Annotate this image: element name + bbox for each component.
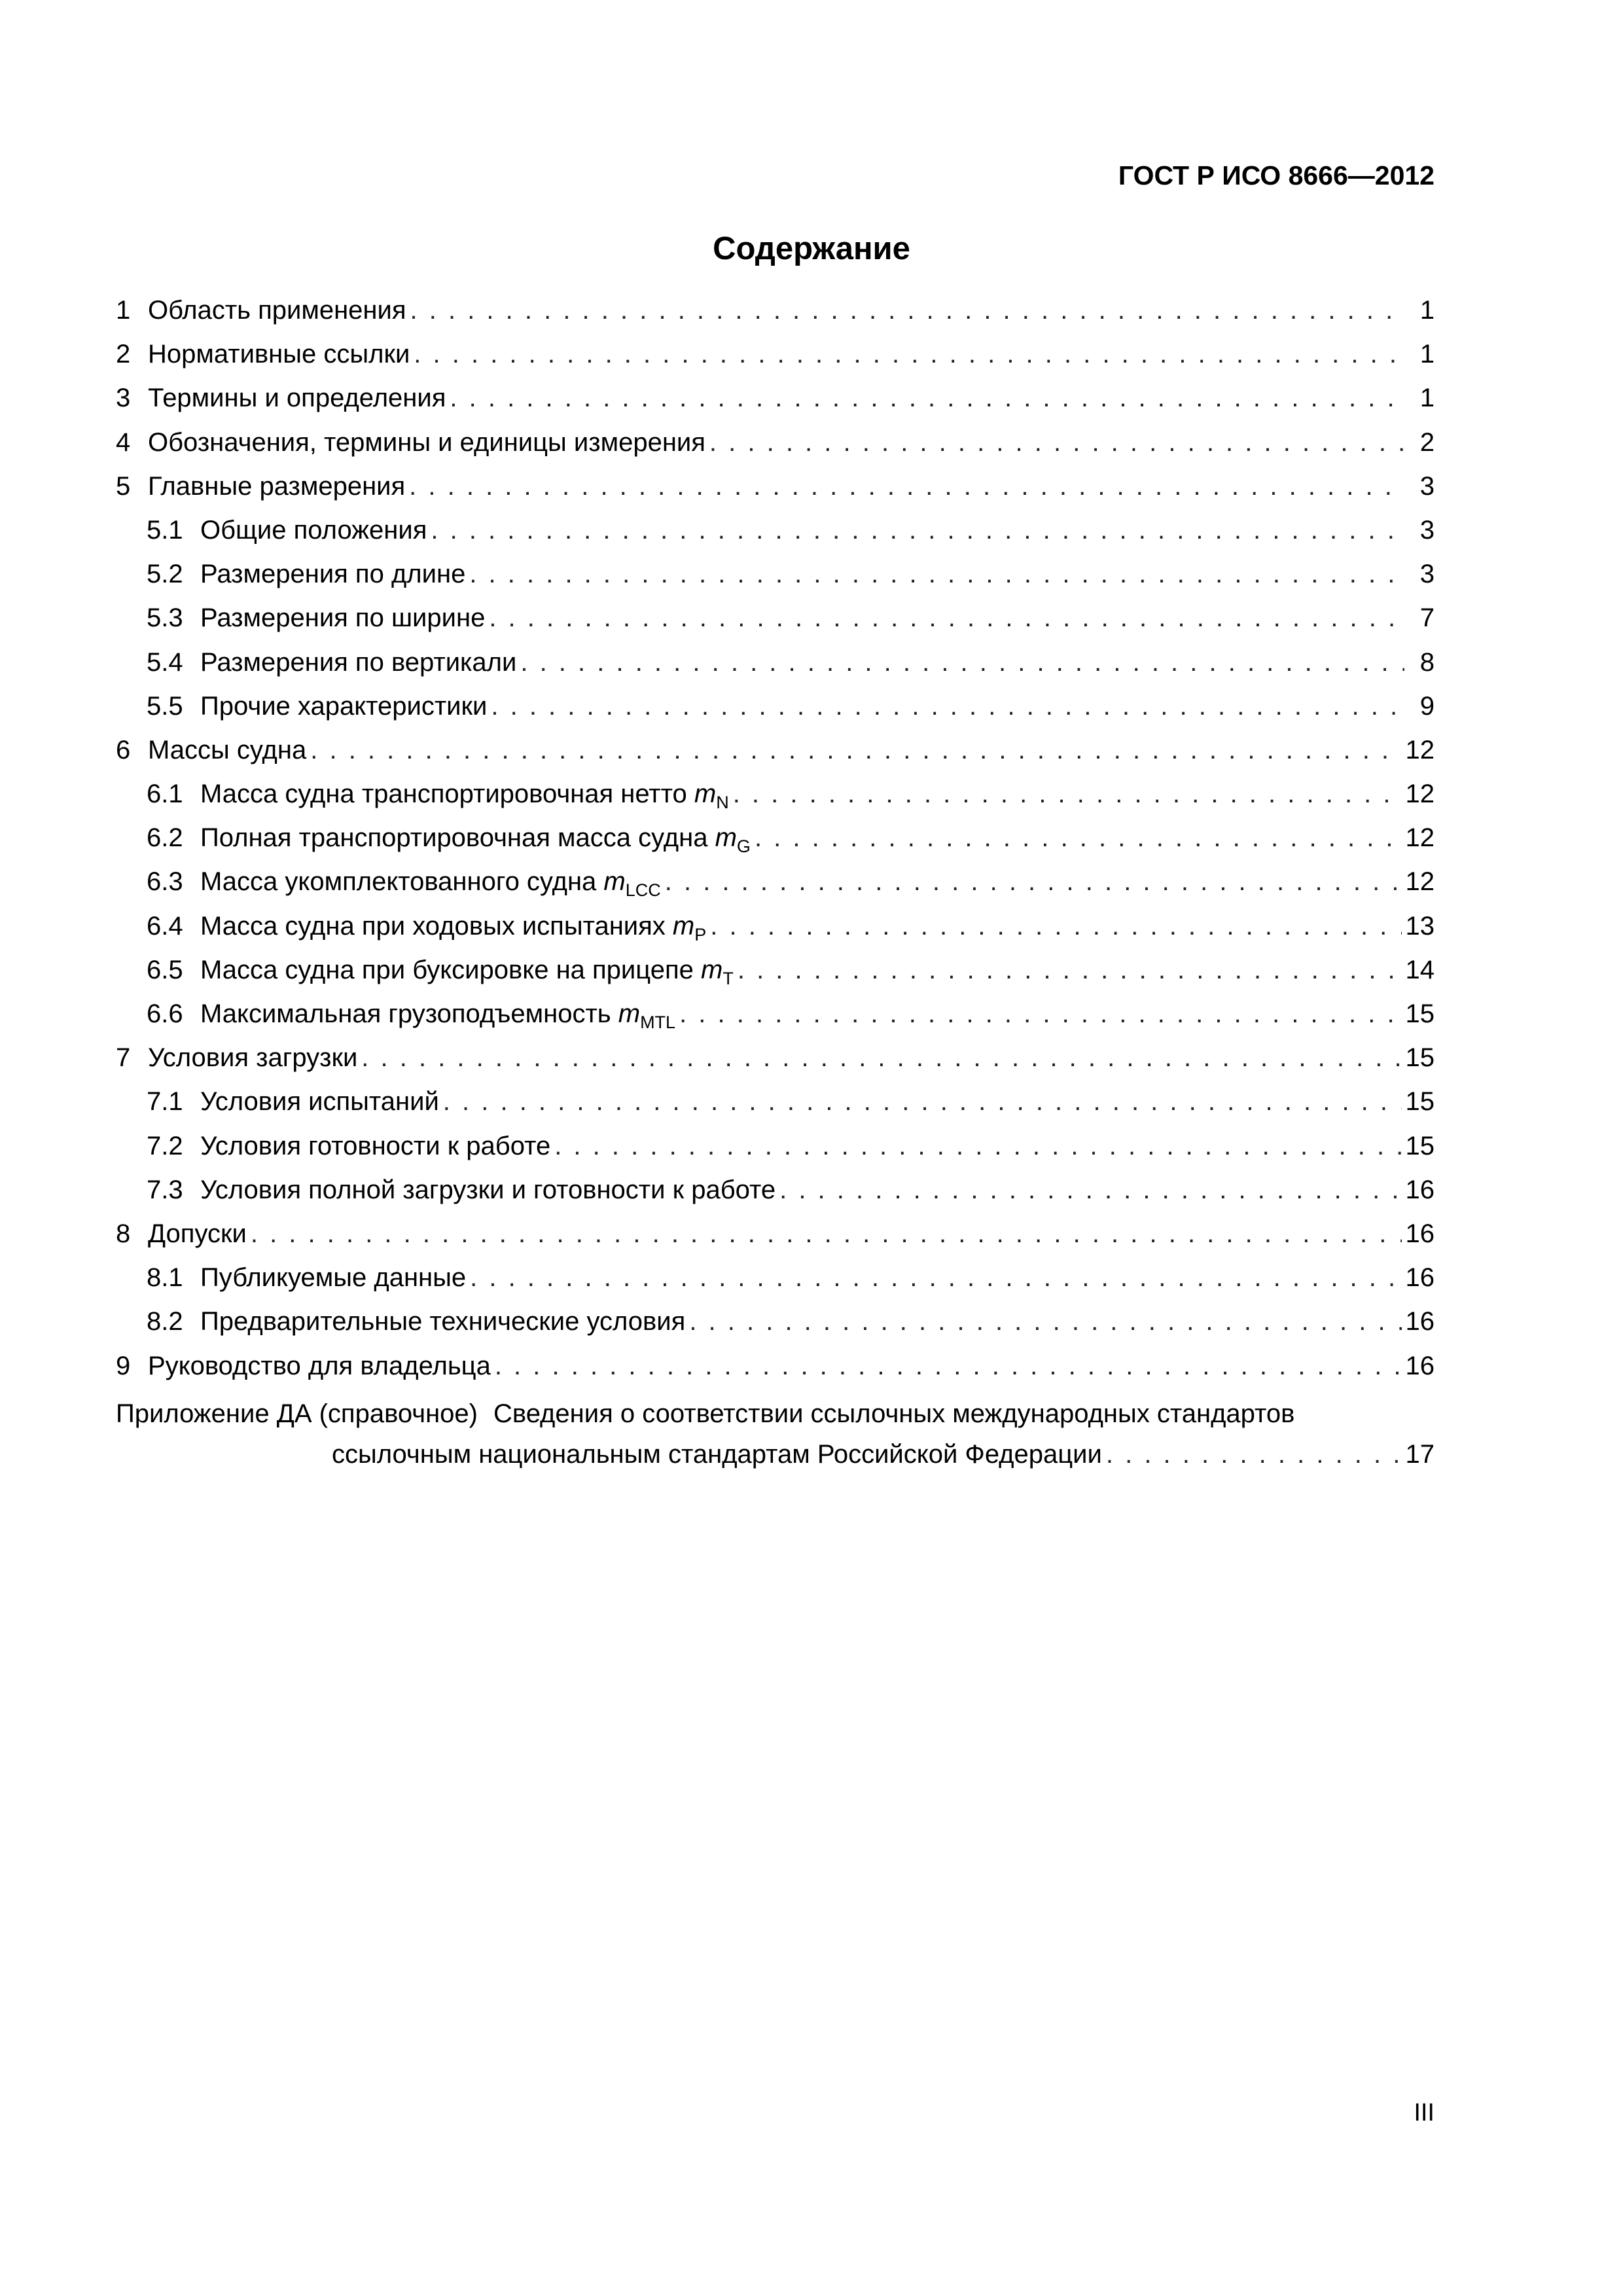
toc-entry-title: Условия полной загрузки и готовности к работе bbox=[200, 1175, 776, 1204]
mass-symbol: m bbox=[694, 780, 717, 809]
toc-entry-title: Массы судна bbox=[148, 735, 307, 764]
mass-symbol-subscript: T bbox=[722, 968, 734, 988]
toc-entry-label bbox=[200, 1133, 550, 1159]
toc-entry-number: 5.3 bbox=[147, 603, 183, 633]
toc-entry-label bbox=[148, 1353, 491, 1379]
toc-entry-page: 15 bbox=[1405, 999, 1435, 1028]
toc-entry-page: 12 bbox=[1405, 780, 1435, 809]
toc-entry-title: Условия готовности к работе bbox=[200, 1131, 551, 1160]
toc-entry-number: 8.1 bbox=[147, 1263, 183, 1293]
dot-leader bbox=[414, 341, 1404, 367]
dot-leader bbox=[665, 869, 1402, 895]
toc-entry-label bbox=[148, 385, 446, 411]
toc-entry-label bbox=[148, 297, 406, 323]
toc-entry-title: Допуски bbox=[148, 1219, 247, 1248]
toc-entry-title: Масса судна при буксировке на прицепе bbox=[200, 955, 694, 984]
toc-annex-entry[interactable] bbox=[116, 1399, 1435, 1484]
toc-entry-page: 1 bbox=[1419, 384, 1435, 413]
toc-entry[interactable] bbox=[116, 869, 1435, 912]
toc-entry[interactable] bbox=[116, 473, 1435, 517]
toc-entry[interactable] bbox=[116, 1221, 1435, 1265]
toc-entry-page: 12 bbox=[1405, 867, 1435, 897]
toc-entry-page: 1 bbox=[1419, 296, 1435, 325]
toc-entry-label bbox=[200, 955, 734, 988]
mass-symbol-subscript: P bbox=[694, 924, 707, 944]
toc-entry[interactable] bbox=[116, 781, 1435, 825]
mass-symbol: m bbox=[701, 955, 723, 984]
toc-entry-title: Масса судна транспортировочная нетто bbox=[200, 780, 687, 809]
mass-symbol-subscript: G bbox=[736, 836, 751, 857]
toc-entry-title: Прочие характеристики bbox=[200, 691, 488, 721]
toc-entry-title: Размерения по ширине bbox=[200, 603, 486, 633]
dot-leader bbox=[491, 693, 1404, 719]
toc-entry-label bbox=[148, 1221, 247, 1247]
mass-symbol: m bbox=[603, 867, 626, 897]
toc-entry-number: 4 bbox=[116, 427, 131, 457]
toc-entry-title: Размерения по вертикали bbox=[200, 647, 517, 677]
toc-entry-page: 15 bbox=[1405, 1131, 1435, 1160]
toc-entry-number: 5.4 bbox=[147, 647, 183, 677]
toc-entry-number: 5.5 bbox=[147, 691, 183, 721]
toc-entry-label bbox=[200, 999, 676, 1032]
toc-entry[interactable] bbox=[116, 605, 1435, 649]
annex-title-part1: Сведения о соответствии ссылочных международных стандартов bbox=[493, 1399, 1295, 1428]
dot-leader bbox=[489, 605, 1404, 631]
toc-entry-label bbox=[200, 517, 427, 543]
toc-entry-title: Область применения bbox=[148, 296, 406, 325]
toc-entry-number: 6.6 bbox=[147, 999, 183, 1028]
toc-entry-page: 16 bbox=[1405, 1219, 1435, 1248]
dot-leader bbox=[409, 473, 1404, 499]
mass-symbol-subscript: LCC bbox=[625, 880, 661, 901]
toc-entry-page: 14 bbox=[1405, 955, 1435, 984]
toc-entry-label bbox=[200, 1088, 439, 1115]
mass-symbol: m bbox=[618, 999, 641, 1028]
annex-first-line bbox=[116, 1399, 1435, 1440]
toc-entry-number: 5.2 bbox=[147, 560, 183, 589]
dot-leader bbox=[779, 1177, 1401, 1203]
annex-designation: Приложение ДА (справочное) bbox=[116, 1399, 478, 1428]
toc-entry-page: 12 bbox=[1405, 823, 1435, 853]
toc-entry-label bbox=[200, 823, 751, 857]
toc-entry-number: 6.1 bbox=[147, 780, 183, 809]
toc-entry-number: 6.2 bbox=[147, 823, 183, 853]
toc-entry-title: Термины и определения bbox=[148, 384, 446, 413]
toc-entry-number: 6.3 bbox=[147, 867, 183, 897]
toc-entry-label bbox=[200, 605, 485, 631]
dot-leader bbox=[470, 1265, 1401, 1291]
toc-entry-label bbox=[148, 473, 405, 499]
toc-entry-label bbox=[200, 1308, 685, 1335]
dot-leader bbox=[431, 517, 1404, 543]
toc-entry-label bbox=[200, 1177, 776, 1203]
toc-entry-number: 7 bbox=[116, 1043, 131, 1073]
toc-entry-number: 7.3 bbox=[147, 1175, 183, 1204]
dot-leader bbox=[554, 1133, 1401, 1159]
toc-entry-page: 9 bbox=[1419, 691, 1435, 721]
toc-entry[interactable] bbox=[116, 825, 1435, 869]
toc-entry[interactable] bbox=[116, 1177, 1435, 1221]
dot-leader bbox=[755, 825, 1402, 851]
toc-entry-page: 16 bbox=[1405, 1175, 1435, 1204]
toc-entry-page: 15 bbox=[1405, 1087, 1435, 1117]
toc-entry-title: Общие положения bbox=[200, 515, 427, 545]
dot-leader bbox=[361, 1045, 1401, 1071]
dot-leader bbox=[709, 429, 1404, 456]
mass-symbol: m bbox=[715, 823, 737, 853]
toc-entry[interactable] bbox=[116, 1308, 1435, 1352]
dot-leader bbox=[710, 913, 1401, 939]
toc-entry[interactable] bbox=[116, 1001, 1435, 1045]
toc-entry-number: 3 bbox=[116, 384, 131, 413]
dot-leader bbox=[251, 1221, 1402, 1247]
toc-entry-number: 1 bbox=[116, 296, 131, 325]
toc-entry-title: Условия испытаний bbox=[200, 1087, 439, 1117]
toc-entry-number: 6.5 bbox=[147, 955, 183, 984]
toc-entry-label bbox=[200, 867, 661, 901]
dot-leader bbox=[443, 1088, 1402, 1115]
toc-entry-title: Главные размерения bbox=[148, 471, 406, 501]
toc-entry-title: Масса судна при ходовых испытаниях bbox=[200, 911, 666, 941]
toc-entry-number: 8.2 bbox=[147, 1307, 183, 1336]
toc-entry[interactable] bbox=[116, 1265, 1435, 1308]
page-title: Содержание bbox=[713, 231, 910, 266]
toc-entry-page: 3 bbox=[1419, 560, 1435, 589]
mass-symbol-subscript: MTL bbox=[640, 1013, 676, 1032]
toc-entry-number: 7.1 bbox=[147, 1087, 183, 1117]
toc-entry[interactable] bbox=[116, 913, 1435, 957]
dot-leader bbox=[450, 385, 1404, 411]
dot-leader bbox=[679, 1001, 1401, 1027]
toc-entry-page: 16 bbox=[1405, 1351, 1435, 1380]
dot-leader bbox=[495, 1353, 1402, 1379]
document-code: ГОСТ Р ИСО 8666—2012 bbox=[1118, 160, 1435, 190]
dot-leader bbox=[733, 781, 1402, 807]
toc-entry-number: 5.1 bbox=[147, 515, 183, 545]
table-of-contents bbox=[116, 297, 1435, 1484]
toc-entry-title: Руководство для владельца bbox=[148, 1351, 491, 1380]
toc-entry-page: 13 bbox=[1405, 911, 1435, 941]
toc-entry[interactable] bbox=[116, 649, 1435, 693]
mass-symbol-subscript: N bbox=[716, 793, 729, 813]
toc-entry[interactable] bbox=[116, 297, 1435, 341]
toc-entry[interactable] bbox=[116, 1133, 1435, 1177]
toc-entry-page: 16 bbox=[1405, 1307, 1435, 1336]
toc-entry-title: Нормативные ссылки bbox=[148, 340, 410, 369]
toc-entry[interactable] bbox=[116, 341, 1435, 385]
toc-entry-title: Предварительные технические условия bbox=[200, 1307, 686, 1336]
annex-title-part2: ссылочным национальным стандартам Российской Федерации bbox=[332, 1439, 1102, 1469]
toc-entry-title: Размерения по длине bbox=[200, 560, 466, 589]
toc-entry-label bbox=[200, 693, 487, 719]
toc-entry-label bbox=[200, 780, 729, 813]
toc-entry-title: Полная транспортировочная масса судна bbox=[200, 823, 708, 853]
toc-entry[interactable] bbox=[116, 517, 1435, 561]
toc-entry-number: 7.2 bbox=[147, 1131, 183, 1160]
page-number: III bbox=[1414, 2099, 1435, 2126]
dot-leader bbox=[310, 737, 1401, 763]
toc-entry-label bbox=[148, 429, 705, 456]
dot-leader bbox=[410, 297, 1404, 323]
toc-entry[interactable] bbox=[116, 693, 1435, 737]
toc-entry-page: 1 bbox=[1419, 340, 1435, 369]
toc-entry-number: 9 bbox=[116, 1351, 131, 1380]
toc-entry-number: 2 bbox=[116, 340, 131, 369]
toc-entry-page: 3 bbox=[1419, 471, 1435, 501]
toc-entry-label bbox=[200, 649, 516, 675]
toc-entry[interactable] bbox=[116, 561, 1435, 605]
dot-leader bbox=[469, 561, 1404, 587]
toc-entry-label bbox=[200, 911, 707, 944]
toc-entry-number: 8 bbox=[116, 1219, 131, 1248]
toc-entry[interactable] bbox=[116, 385, 1435, 429]
dot-leader bbox=[520, 649, 1404, 675]
toc-entry[interactable] bbox=[116, 1045, 1435, 1088]
toc-entry-title: Масса укомплектованного судна bbox=[200, 867, 597, 897]
toc-entry-label bbox=[148, 1045, 357, 1071]
toc-entry-page: 15 bbox=[1405, 1043, 1435, 1073]
toc-entry-number: 6 bbox=[116, 735, 131, 764]
toc-entry-title: Условия загрузки bbox=[148, 1043, 358, 1073]
toc-entry-page: 8 bbox=[1419, 647, 1435, 677]
annex-page: 17 bbox=[1405, 1439, 1435, 1469]
toc-entry-title: Обозначения, термины и единицы измерения bbox=[148, 427, 705, 457]
toc-entry-page: 16 bbox=[1405, 1263, 1435, 1293]
annex-second-line bbox=[116, 1440, 1435, 1484]
toc-entry-page: 2 bbox=[1419, 427, 1435, 457]
toc-entry-page: 3 bbox=[1419, 515, 1435, 545]
dot-leader bbox=[689, 1308, 1401, 1335]
toc-entry-number: 5 bbox=[116, 471, 131, 501]
toc-entry-label bbox=[148, 737, 306, 763]
toc-entry[interactable] bbox=[116, 1088, 1435, 1132]
mass-symbol: m bbox=[672, 911, 695, 941]
toc-entry[interactable] bbox=[116, 737, 1435, 781]
toc-entry[interactable] bbox=[116, 957, 1435, 1001]
dot-leader bbox=[738, 957, 1402, 983]
toc-entry-page: 7 bbox=[1419, 603, 1435, 633]
toc-entry[interactable] bbox=[116, 1353, 1435, 1397]
toc-entry-title: Публикуемые данные bbox=[200, 1263, 467, 1293]
toc-entry[interactable] bbox=[116, 429, 1435, 473]
toc-entry-title: Максимальная грузоподъемность bbox=[200, 999, 611, 1028]
toc-entry-label bbox=[200, 1265, 466, 1291]
toc-entry-label bbox=[148, 341, 410, 367]
toc-entry-page: 12 bbox=[1405, 735, 1435, 764]
toc-entry-number: 6.4 bbox=[147, 911, 183, 941]
toc-entry-label bbox=[200, 561, 465, 587]
dot-leader bbox=[1106, 1440, 1402, 1469]
